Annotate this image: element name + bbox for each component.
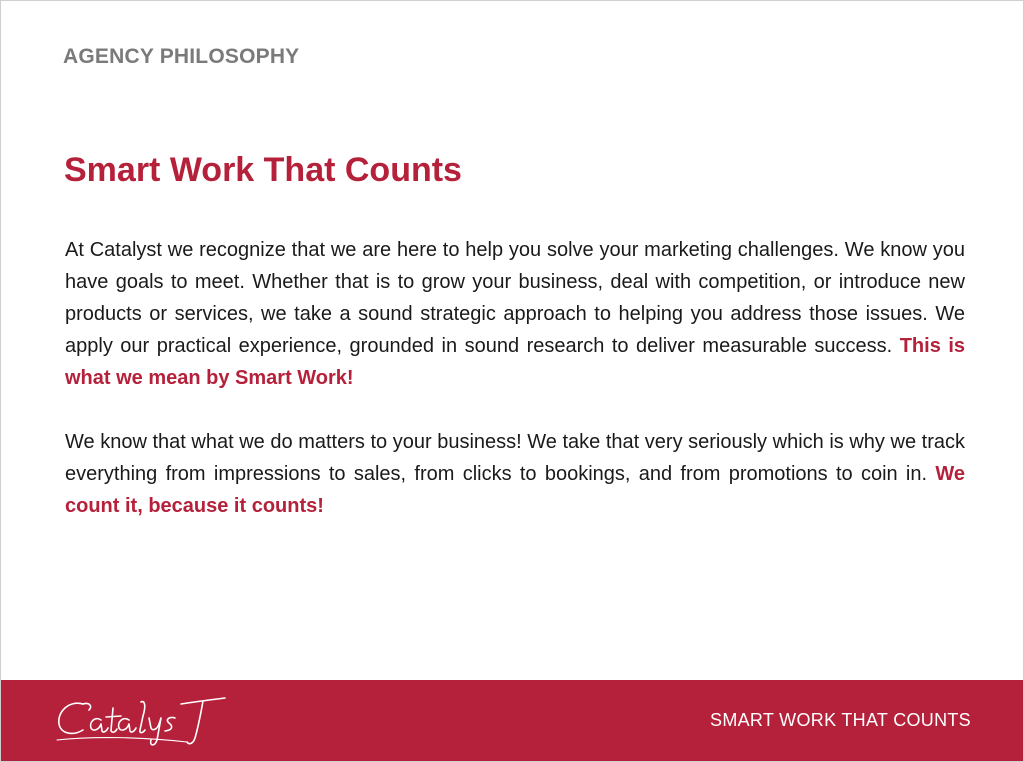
footer-bar: [1, 680, 1023, 761]
paragraph-1-text: At Catalyst we recognize that we are here to help you solve your marketing challenges. We know you have goals to meet. Whether that is to grow your business, deal with competition, or introduce new products or services, we take a sound strategic approach to helping you address those issues. We apply our practical experience, grounded in sound research to deliver measurable success.: [65, 239, 965, 357]
slide-body: [65, 234, 965, 554]
slide-title: Smart Work That Counts: [64, 151, 462, 189]
paragraph-2: [65, 426, 965, 522]
paragraph-2-highlight: We count it, because it counts!: [65, 463, 965, 517]
footer-tagline: SMART WORK THAT COUNTS: [710, 710, 971, 730]
paragraph-2-text: We know that what we do matters to your business! We take that very seriously which is why we track everything from impressions to sales, from clicks to bookings, and from promotions to coin in.: [65, 431, 965, 485]
paragraph-1: [65, 234, 965, 394]
paragraph-1-highlight: This is what we mean by Smart Work!: [65, 335, 965, 389]
section-label: AGENCY PHILOSOPHY: [63, 45, 300, 68]
catalyst-logo: [53, 690, 233, 752]
